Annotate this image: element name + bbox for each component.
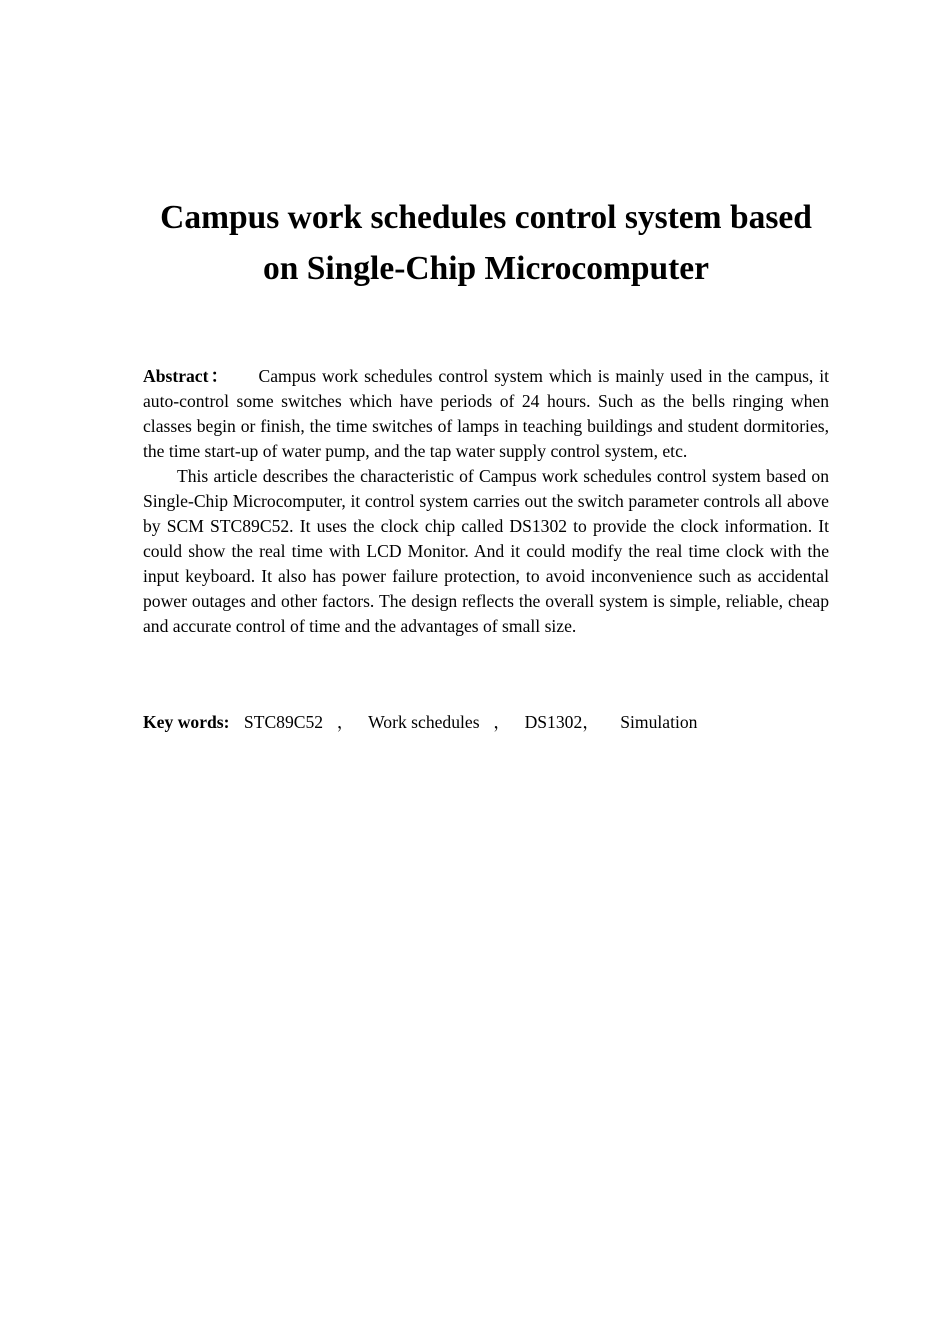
keyword-item: STC89C52 (243, 712, 324, 732)
abstract-paragraph-1-text: Campus work schedules control system which is mainly used in the campus, it auto-control some switches which have periods of 24 hours. Such as the bells ringing when classes begin or finish, the time switches of lamps in teaching buildings and student dormitories, the time start-up of water pump, and the tap water supply control system, etc. (143, 366, 829, 461)
abstract-paragraph-2: This article describes the characteristic of Campus work schedules control system based on Single-Chip Microcomputer, it control system carries out the switch parameter controls all above by SCM STC89C52. It uses the clock chip called DS1302 to provide the clock information. It could show the real time with LCD Monitor. And it could modify the real time clock with the input keyboard. It also has power failure protection, to avoid inconvenience such as accidental power outages and other factors. The design reflects the overall system is simple, reliable, cheap and accurate control of time and the advantages of small size. (143, 466, 829, 636)
paper-title-line-2: on Single-Chip Microcomputer (262, 250, 710, 287)
keyword-separator: ， (582, 712, 600, 732)
keyword-separator: ， (336, 712, 355, 732)
abstract-label: Abstract (143, 366, 209, 386)
keywords-line (143, 710, 829, 735)
keyword-item: Work schedules (368, 712, 480, 732)
keyword-item: DS1302 (524, 712, 583, 732)
abstract-section (143, 364, 829, 639)
paper-title (143, 192, 829, 294)
abstract-colon: ： (210, 366, 229, 386)
paper-title-line-1: Campus work schedules control system based (160, 199, 812, 236)
keyword-item: Simulation (620, 712, 698, 732)
keywords-label: Key words: (143, 712, 230, 732)
abstract-paragraph-1 (143, 364, 829, 464)
keyword-separator: ， (493, 712, 511, 732)
